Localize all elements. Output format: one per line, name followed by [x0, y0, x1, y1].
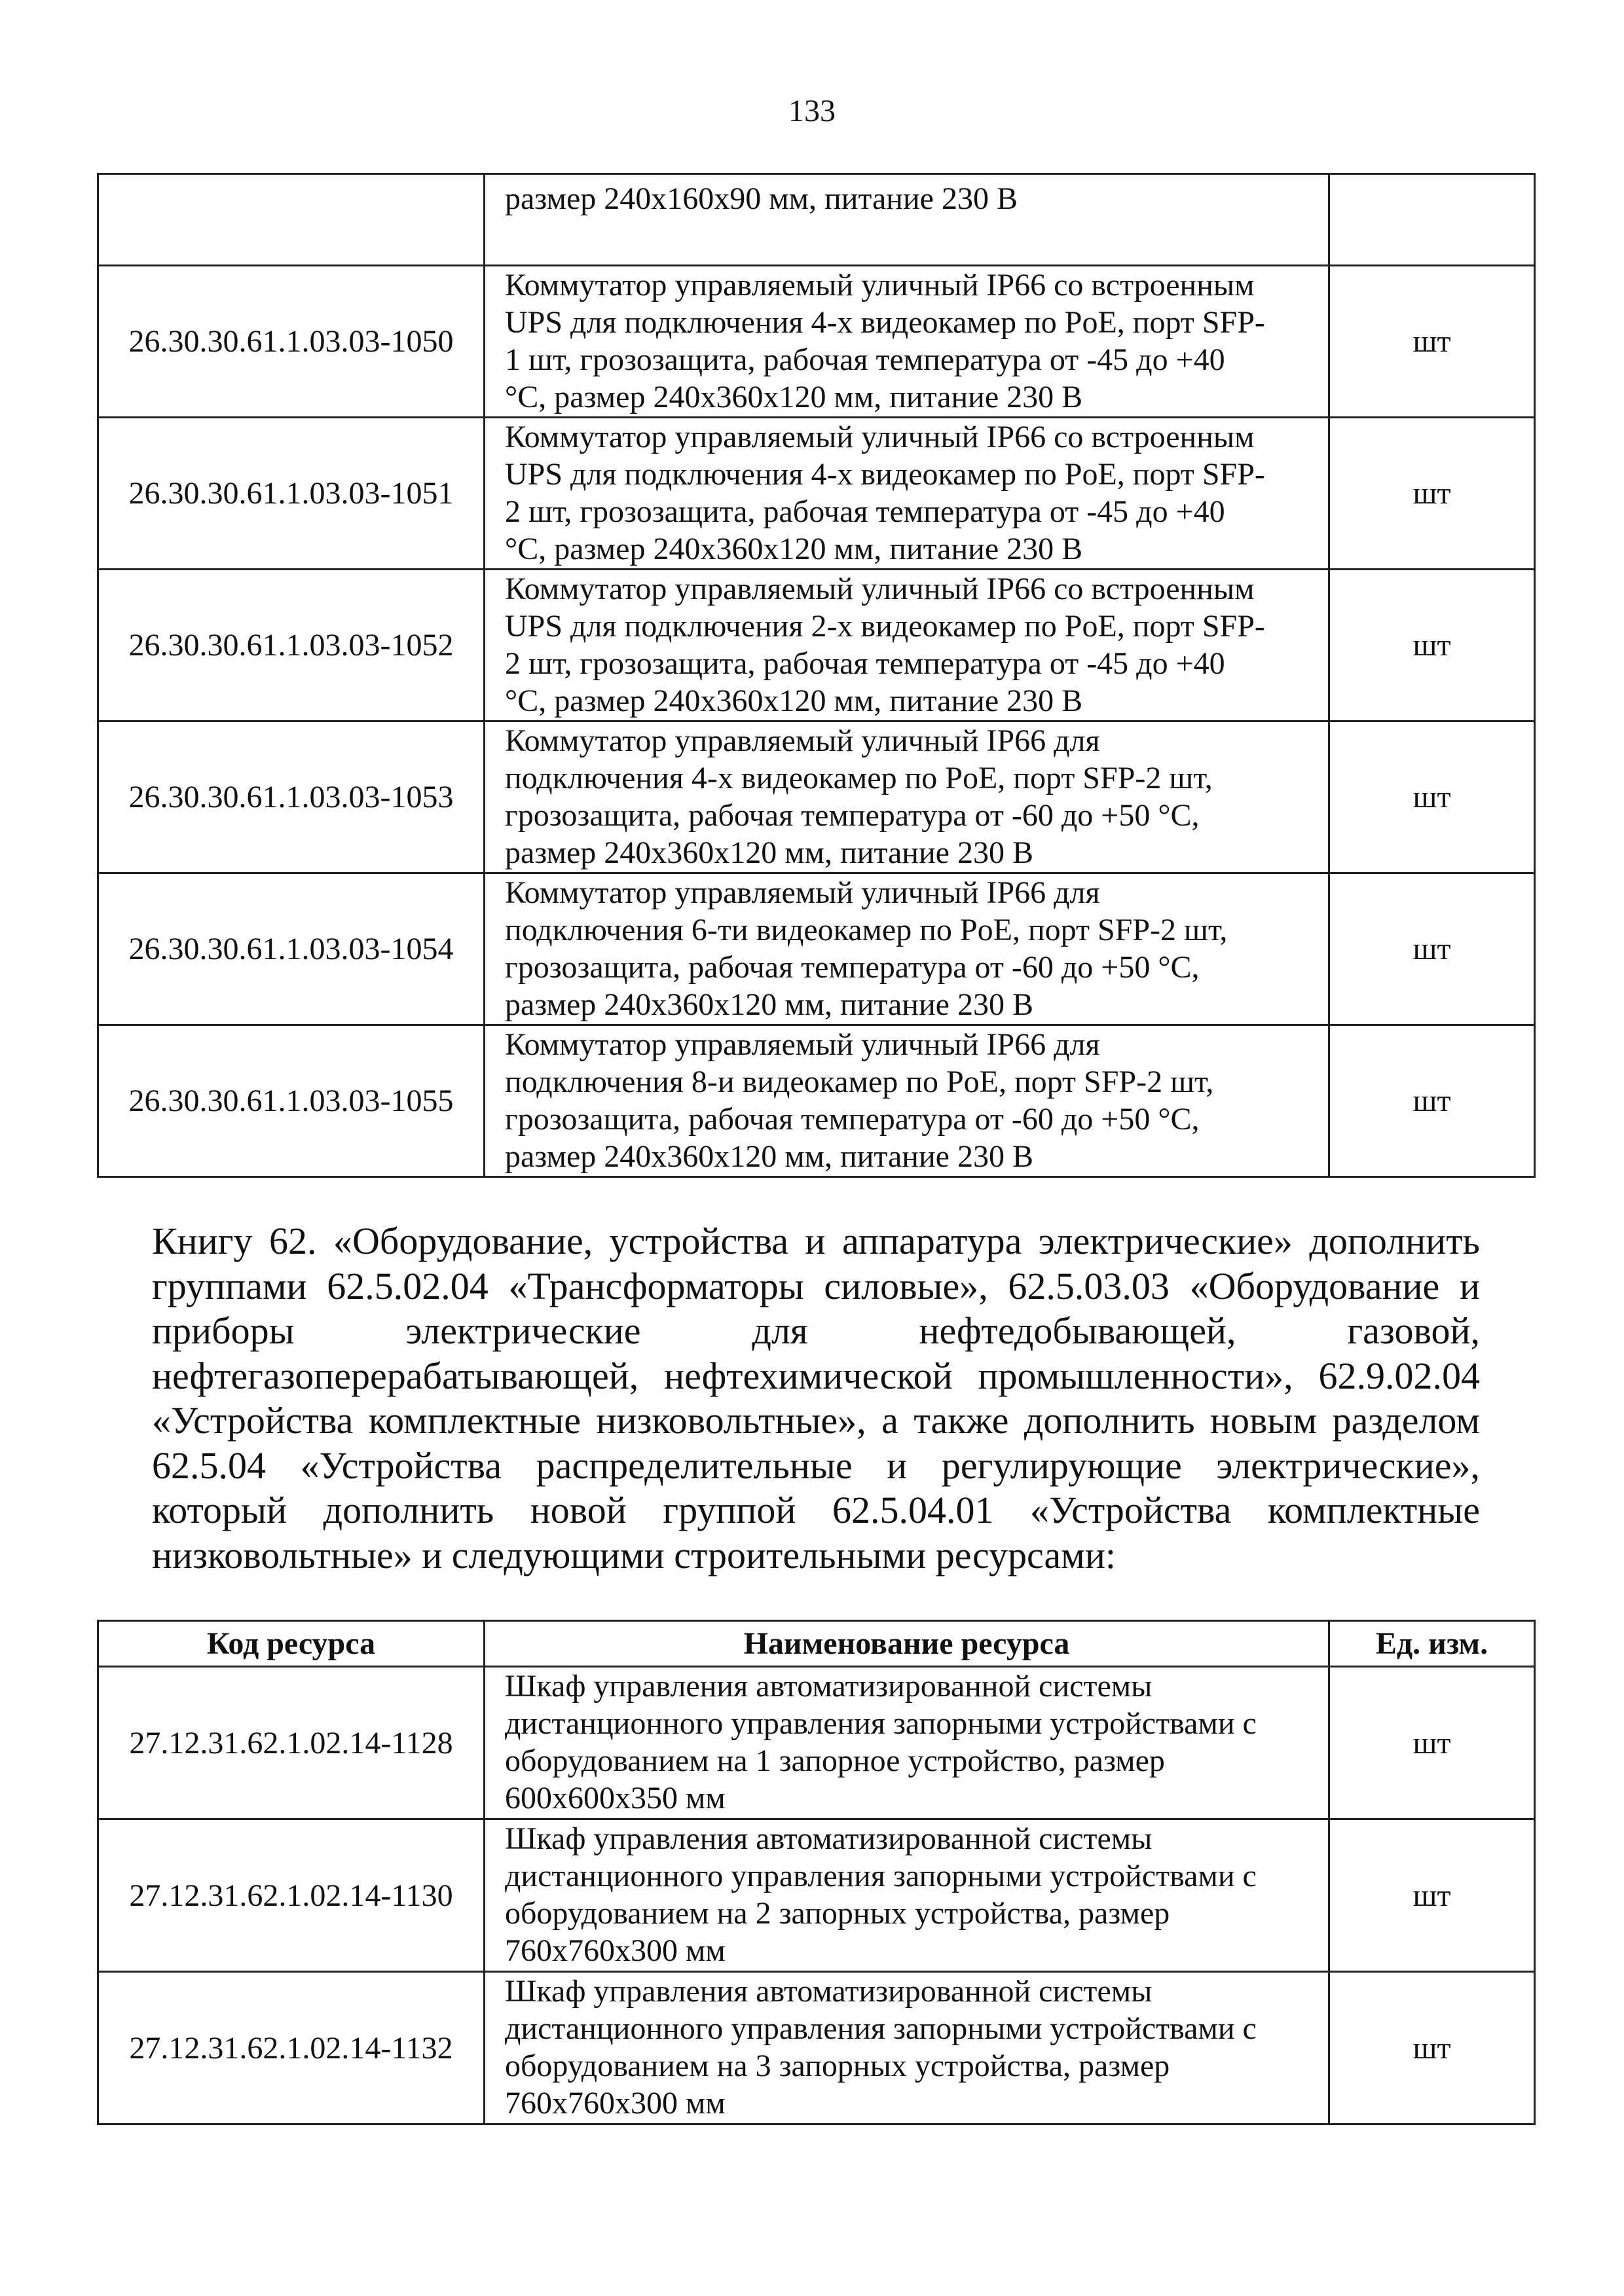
- resource-code: 26.30.30.61.1.03.03-1055: [98, 1025, 485, 1177]
- page-number: 133: [788, 94, 836, 128]
- resource-unit: шт: [1329, 1819, 1535, 1972]
- resource-code: 27.12.31.62.1.02.14-1130: [98, 1819, 485, 1972]
- table-row: [98, 1667, 1535, 1819]
- paragraph-line: «Устройства комплектные низковольтные», а также дополнить новым разделом: [152, 1399, 1480, 1442]
- table-row: [98, 1025, 1535, 1177]
- resource-code: 26.30.30.61.1.03.03-1052: [98, 570, 485, 721]
- resource-name: [485, 873, 1329, 1025]
- name-line: 760x760x300 мм: [505, 2086, 726, 2121]
- resource-table: [97, 1620, 1536, 2125]
- name-line: °С, размер 240x360x120 мм, питание 230 В: [505, 532, 1083, 566]
- resource-unit: шт: [1329, 266, 1535, 418]
- resource-code: 26.30.30.61.1.03.03-1050: [98, 266, 485, 418]
- name-line: размер 240x360x120 мм, питание 230 В: [505, 987, 1033, 1022]
- name-line: UPS для подключения 4-х видеокамер по PoE, порт SFP-: [505, 305, 1265, 340]
- resource-name: [485, 418, 1329, 570]
- name-line: подключения 8-и видеокамер по PoE, порт SFP-2 шт,: [505, 1065, 1214, 1099]
- name-line: UPS для подключения 4-х видеокамер по PoE, порт SFP-: [505, 457, 1265, 492]
- resource-unit: шт: [1329, 1972, 1535, 2124]
- column-header-code: Код ресурса: [98, 1621, 485, 1667]
- name-line: дистанционного управления запорными устройствами с: [505, 1859, 1257, 1893]
- resource-name: [485, 1667, 1329, 1819]
- table-row: [98, 1819, 1535, 1972]
- name-line: 2 шт, грозозащита, рабочая температура от -45 до +40: [505, 646, 1225, 681]
- name-line: грозозащита, рабочая температура от -60 до +50 °С,: [505, 798, 1200, 833]
- unit-cell-empty: [1329, 174, 1535, 266]
- paragraph-line: 62.5.04 «Устройства распределительные и регулирующие электрические»,: [152, 1444, 1480, 1487]
- resource-unit: шт: [1329, 418, 1535, 570]
- name-line: 2 шт, грозозащита, рабочая температура от -45 до +40: [505, 494, 1225, 529]
- table-row: [98, 721, 1535, 873]
- resource-code: 26.30.30.61.1.03.03-1053: [98, 721, 485, 873]
- name-line: 760x760x300 мм: [505, 1933, 726, 1968]
- table-row-continuation: [98, 174, 1535, 266]
- resource-name: [485, 1025, 1329, 1177]
- name-line: Коммутатор управляемый уличный IP66 для: [505, 1027, 1100, 1062]
- paragraph-line: приборы электрические для нефтедобывающей, газовой,: [152, 1309, 1480, 1352]
- column-header-name: Наименование ресурса: [485, 1621, 1329, 1667]
- resource-code: 27.12.31.62.1.02.14-1132: [98, 1972, 485, 2124]
- table-row: [98, 418, 1535, 570]
- name-line: Коммутатор управляемый уличный IP66 для: [505, 723, 1100, 758]
- name-line: Коммутатор управляемый уличный IP66 со встроенным: [505, 268, 1255, 302]
- name-line: Коммутатор управляемый уличный IP66 для: [505, 875, 1100, 910]
- body-paragraph: [152, 1219, 1480, 1578]
- paragraph-line: низковольтные» и следующими строительными ресурсами:: [152, 1533, 1116, 1576]
- resource-unit: шт: [1329, 570, 1535, 721]
- paragraph-line: Книгу 62. «Оборудование, устройства и аппаратура электрические» дополнить: [152, 1220, 1480, 1262]
- resource-unit: шт: [1329, 873, 1535, 1025]
- name-line: дистанционного управления запорными устройствами с: [505, 1706, 1257, 1741]
- name-cell: размер 240x160x90 мм, питание 230 В: [485, 174, 1329, 266]
- table-row: [98, 266, 1535, 418]
- name-line: грозозащита, рабочая температура от -60 до +50 °С,: [505, 1102, 1200, 1137]
- name-line: подключения 6-ти видеокамер по PoE, порт SFP-2 шт,: [505, 913, 1228, 947]
- name-line: дистанционного управления запорными устройствами с: [505, 2011, 1257, 2046]
- name-line: 600x600x350 мм: [505, 1781, 726, 1815]
- name-line: Коммутатор управляемый уличный IP66 со встроенным: [505, 572, 1255, 606]
- name-line: подключения 4-х видеокамер по PoE, порт SFP-2 шт,: [505, 761, 1213, 795]
- table-row: [98, 570, 1535, 721]
- name-line: Шкаф управления автоматизированной системы: [505, 1821, 1153, 1856]
- resource-name: [485, 721, 1329, 873]
- paragraph-line: который дополнить новой группой 62.5.04.01 «Устройства комплектные: [152, 1489, 1480, 1531]
- name-line: оборудованием на 3 запорных устройства, размер: [505, 2049, 1170, 2083]
- resource-unit: шт: [1329, 721, 1535, 873]
- resource-unit: шт: [1329, 1025, 1535, 1177]
- name-line: Шкаф управления автоматизированной системы: [505, 1974, 1153, 2009]
- table-row: [98, 1972, 1535, 2124]
- paragraph-line: группами 62.5.02.04 «Трансформаторы силовые», 62.5.03.03 «Оборудование и: [152, 1264, 1480, 1307]
- resource-code: 26.30.30.61.1.03.03-1054: [98, 873, 485, 1025]
- resource-table-continued: [97, 173, 1536, 1178]
- table-row: [98, 873, 1535, 1025]
- resource-code: 27.12.31.62.1.02.14-1128: [98, 1667, 485, 1819]
- name-line: оборудованием на 2 запорных устройства, размер: [505, 1896, 1170, 1931]
- column-header-unit: Ед. изм.: [1329, 1621, 1535, 1667]
- table-header-row: [98, 1621, 1535, 1667]
- name-line: размер 240x360x120 мм, питание 230 В: [505, 1139, 1033, 1174]
- resource-name: [485, 570, 1329, 721]
- name-line: Коммутатор управляемый уличный IP66 со встроенным: [505, 420, 1255, 454]
- resource-code: 26.30.30.61.1.03.03-1051: [98, 418, 485, 570]
- resource-unit: шт: [1329, 1667, 1535, 1819]
- resource-name: [485, 1819, 1329, 1972]
- resource-name: [485, 1972, 1329, 2124]
- name-line: °С, размер 240x360x120 мм, питание 230 В: [505, 683, 1083, 718]
- resource-name: [485, 266, 1329, 418]
- name-line: UPS для подключения 2-х видеокамер по PoE, порт SFP-: [505, 609, 1265, 644]
- paragraph-line: нефтегазоперерабатывающей, нефтехимической промышленности», 62.9.02.04: [152, 1354, 1480, 1397]
- code-cell-empty: [98, 174, 485, 266]
- name-line: грозозащита, рабочая температура от -60 до +50 °С,: [505, 950, 1200, 985]
- name-line: 1 шт, грозозащита, рабочая температура от -45 до +40: [505, 342, 1225, 377]
- name-line: размер 240x360x120 мм, питание 230 В: [505, 835, 1033, 870]
- name-line: оборудованием на 1 запорное устройство, размер: [505, 1743, 1165, 1778]
- name-line: °С, размер 240x360x120 мм, питание 230 В: [505, 380, 1083, 414]
- name-line: Шкаф управления автоматизированной системы: [505, 1669, 1153, 1704]
